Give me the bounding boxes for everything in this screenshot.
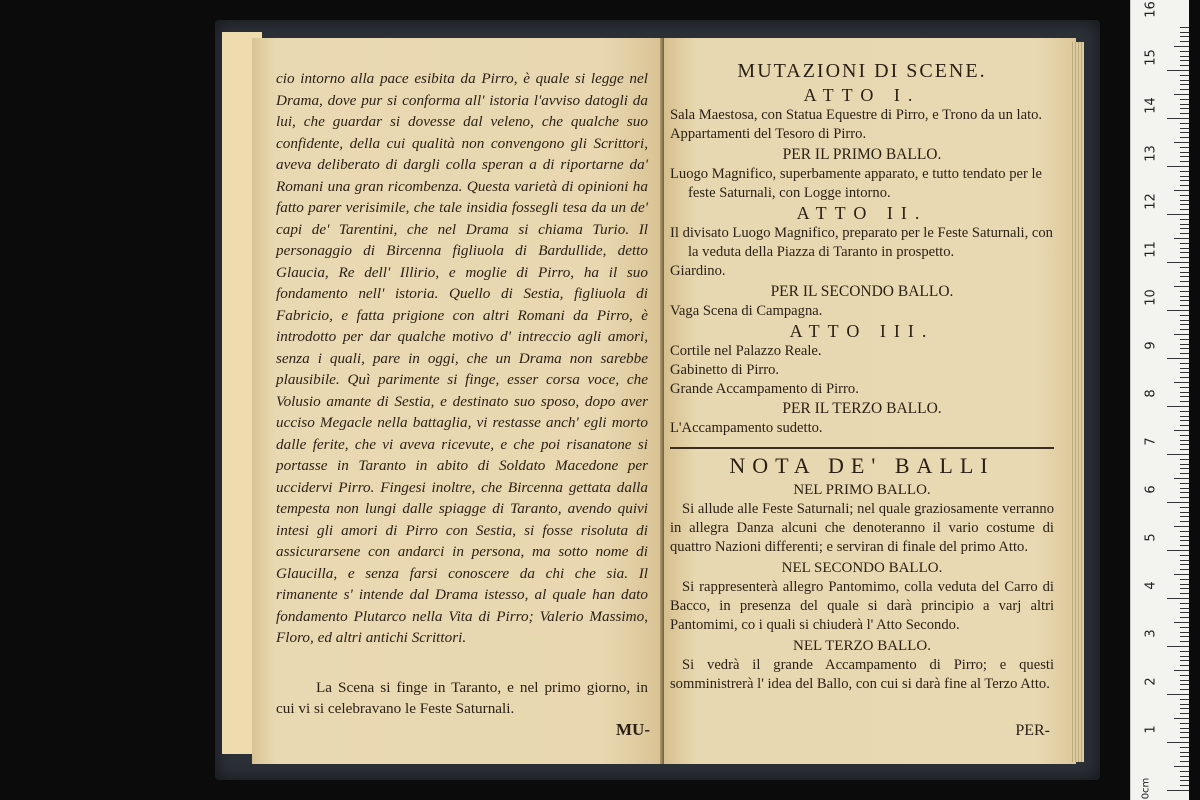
- ruler-label: 16: [1143, 1, 1159, 18]
- ruler-tick: [1180, 656, 1189, 657]
- ruler-tick: [1180, 545, 1189, 546]
- ruler-label: 10: [1143, 289, 1159, 306]
- ruler-tick: [1180, 99, 1189, 100]
- scene-item: Appartamenti del Tesoro di Pirro.: [670, 126, 867, 143]
- ruler-tick: [1180, 713, 1189, 714]
- ruler-label: 5: [1143, 533, 1159, 542]
- ruler-tick: [1180, 588, 1189, 589]
- scene-item: Giardino.: [670, 263, 726, 280]
- ruler-tick: [1174, 142, 1189, 143]
- ruler-tick: [1167, 454, 1189, 455]
- ruler-tick: [1174, 478, 1189, 479]
- ruler-tick: [1180, 473, 1189, 474]
- ruler-tick: [1167, 598, 1189, 599]
- ruler-tick: [1180, 593, 1189, 594]
- ruler-tick: [1180, 776, 1189, 777]
- ruler-tick: [1180, 612, 1189, 613]
- ruler-tick: [1174, 46, 1189, 47]
- scene-item: Sala Maestosa, con Statua Equestre di Pirro, e Trono da un lato.: [670, 107, 1043, 124]
- ruler-tick: [1180, 492, 1189, 493]
- ruler-tick: [1167, 166, 1189, 167]
- ruler-tick: [1174, 718, 1189, 719]
- ruler-tick: [1180, 641, 1189, 642]
- ruler-tick: [1180, 291, 1189, 292]
- ruler-tick: [1180, 257, 1189, 258]
- left-page: [252, 38, 664, 764]
- ruler-tick: [1180, 435, 1189, 436]
- ruler-tick: [1174, 286, 1189, 287]
- ruler-label: 13: [1143, 145, 1159, 162]
- ruler-tick: [1180, 228, 1189, 229]
- left-catchword: MU-: [616, 720, 650, 739]
- ruler-tick: [1167, 70, 1189, 71]
- ballet-heading: PER IL TERZO BALLO.: [782, 400, 942, 418]
- ruler-tick: [1180, 104, 1189, 105]
- ruler-tick: [1174, 94, 1189, 95]
- ruler-tick: [1180, 84, 1189, 85]
- ruler-label: 12: [1143, 193, 1159, 210]
- ruler-tick: [1180, 780, 1189, 781]
- ruler-tick: [1180, 377, 1189, 378]
- ballet-notes-title: NOTA DE' BALLI: [729, 452, 995, 478]
- ruler-tick: [1180, 560, 1189, 561]
- scene-changes-title: MUTAZIONI DI SCENE.: [737, 60, 987, 82]
- ruler-tick: [1180, 281, 1189, 282]
- ruler-tick: [1180, 464, 1189, 465]
- ruler-tick: [1180, 401, 1189, 402]
- ruler-tick: [1180, 80, 1189, 81]
- ruler-tick: [1180, 272, 1189, 273]
- ruler-tick: [1180, 276, 1189, 277]
- ruler-tick: [1180, 176, 1189, 177]
- ruler-tick: [1180, 416, 1189, 417]
- ruler-tick: [1180, 248, 1189, 249]
- ruler-tick: [1180, 171, 1189, 172]
- ruler-tick: [1180, 483, 1189, 484]
- ruler-tick: [1180, 27, 1189, 28]
- right-page-text: [670, 62, 1054, 694]
- ruler-tick: [1167, 790, 1189, 791]
- ruler-tick: [1167, 358, 1189, 359]
- ballet-note-text: Si allude alle Feste Saturnali; nel quale graziosamente verranno in allegra Danza alcuni che denoteranno il vario costume di quattro Nazioni differenti; e serviran di finale del primo Atto.: [670, 500, 1054, 555]
- ruler-tick: [1180, 224, 1189, 225]
- ruler-tick: [1167, 550, 1189, 551]
- ruler-tick: [1180, 209, 1189, 210]
- ruler-tick: [1180, 387, 1189, 388]
- ruler-tick: [1180, 752, 1189, 753]
- ruler-tick: [1180, 660, 1189, 661]
- ruler-tick: [1180, 267, 1189, 268]
- ruler-label: 11: [1143, 241, 1159, 258]
- ruler-tick: [1180, 368, 1189, 369]
- ruler-tick: [1167, 310, 1189, 311]
- ruler-tick: [1180, 344, 1189, 345]
- ruler-tick: [1180, 420, 1189, 421]
- ruler-tick: [1180, 459, 1189, 460]
- ruler-tick: [1180, 444, 1189, 445]
- ruler-tick: [1180, 699, 1189, 700]
- ruler-tick: [1167, 646, 1189, 647]
- ruler-tick: [1180, 89, 1189, 90]
- scene-item: Vaga Scena di Campagna.: [670, 302, 823, 319]
- ruler-tick: [1180, 521, 1189, 522]
- ruler-tick: [1180, 56, 1189, 57]
- ruler-tick: [1180, 536, 1189, 537]
- ruler-tick: [1180, 315, 1189, 316]
- ruler-tick: [1180, 771, 1189, 772]
- scene-item: Luogo Magnifico, superbamente apparato, e tutto tendato per le feste Saturnali, con Logge intorno.: [670, 165, 1043, 201]
- ruler-tick: [1167, 406, 1189, 407]
- ruler-tick: [1180, 531, 1189, 532]
- page-edges: [1070, 42, 1084, 762]
- ruler-tick: [1180, 540, 1189, 541]
- scene-item: Cortile nel Palazzo Reale.: [670, 342, 822, 359]
- ruler-label: 1: [1143, 725, 1159, 734]
- ruler-tick: [1180, 584, 1189, 585]
- ruler-tick: [1180, 425, 1189, 426]
- ruler-tick: [1180, 507, 1189, 508]
- ruler-tick: [1180, 396, 1189, 397]
- scene-item: Gabinetto di Pirro.: [670, 362, 780, 379]
- ruler-tick: [1180, 296, 1189, 297]
- ruler-tick: [1180, 156, 1189, 157]
- ruler-tick: [1180, 252, 1189, 253]
- ruler-tick: [1180, 651, 1189, 652]
- ruler-tick: [1180, 756, 1189, 757]
- scene-item: L'Accampamento sudetto.: [670, 420, 823, 437]
- ruler-label: 3: [1143, 629, 1159, 638]
- ruler-tick: [1180, 449, 1189, 450]
- ruler-tick: [1180, 468, 1189, 469]
- ruler-tick: [1180, 65, 1189, 66]
- ruler-label: 15: [1143, 49, 1159, 66]
- ruler-tick: [1180, 348, 1189, 349]
- ruler-tick: [1180, 36, 1189, 37]
- ruler-tick: [1180, 300, 1189, 301]
- ruler-tick: [1180, 680, 1189, 681]
- ruler-label: 8: [1143, 389, 1159, 398]
- ruler-label: 2: [1143, 677, 1159, 686]
- ruler-unit: 0cm: [1140, 777, 1152, 800]
- ruler-tick: [1167, 742, 1189, 743]
- ruler-tick: [1174, 334, 1189, 335]
- ruler-label: 14: [1143, 97, 1159, 114]
- measurement-ruler: [1130, 0, 1189, 800]
- ruler-label: 7: [1143, 437, 1159, 446]
- ruler-tick: [1180, 747, 1189, 748]
- ruler-tick: [1180, 353, 1189, 354]
- scene-item: Grande Accampamento di Pirro.: [670, 381, 859, 398]
- ruler-tick: [1180, 411, 1189, 412]
- ruler-tick: [1180, 603, 1189, 604]
- ballet-note-heading: NEL TERZO BALLO.: [793, 637, 931, 654]
- ruler-tick: [1180, 723, 1189, 724]
- ruler-label: 9: [1143, 341, 1159, 350]
- ruler-tick: [1180, 579, 1189, 580]
- ruler-tick: [1180, 761, 1189, 762]
- ruler-tick: [1180, 147, 1189, 148]
- ballet-note-heading: NEL PRIMO BALLO.: [793, 481, 931, 498]
- ballet-note-heading: NEL SECONDO BALLO.: [781, 559, 943, 576]
- left-page-text: [276, 68, 648, 720]
- ruler-tick: [1180, 632, 1189, 633]
- right-page: [664, 38, 1076, 764]
- ruler-tick: [1167, 118, 1189, 119]
- ruler-tick: [1180, 555, 1189, 556]
- ruler-tick: [1180, 161, 1189, 162]
- ruler-tick: [1180, 675, 1189, 676]
- ruler-label: 6: [1143, 485, 1159, 494]
- ruler-tick: [1180, 665, 1189, 666]
- ruler-tick: [1180, 569, 1189, 570]
- ruler-tick: [1180, 329, 1189, 330]
- ruler-tick: [1174, 526, 1189, 527]
- ruler-tick: [1180, 123, 1189, 124]
- ruler-tick: [1174, 190, 1189, 191]
- ruler-tick: [1180, 137, 1189, 138]
- ruler-tick: [1167, 694, 1189, 695]
- act-heading: ATTO III.: [789, 320, 935, 341]
- ruler-tick: [1180, 195, 1189, 196]
- ruler-tick: [1180, 785, 1189, 786]
- ruler-tick: [1180, 75, 1189, 76]
- ruler-tick: [1174, 238, 1189, 239]
- ruler-tick: [1180, 516, 1189, 517]
- ruler-tick: [1180, 392, 1189, 393]
- ruler-tick: [1180, 305, 1189, 306]
- left-page-body: cio intorno alla pace esibita da Pirro, è quale si legge nel Drama, dove pur si conforma all' istoria l'avviso datogli da lui, che guardar si dovesse dal veleno, che qualche suo confidente, della cui qualità non convengono gli Scrittori, aveva deliberato di dargli colla speran a di riportarne da' Romani una gran ricombenza. Questa varietà di opinioni ha fatto parer verisimile, che tale insidia fossegli tesa da un de' capi de' Tarentini, che nel Drama si chiama Turio. Il personaggio di Bircenna figliuola di Bardullide, detto Glaucia, Re dell' Illirio, e moglie di Pirro, ha il suo fondamento nell' istoria. Quello di Sestia, figliuola di Fabricio, e fatta prigione con altri Romani da Pirro, è introdotto per dar qualche motivo d' intreccio agli amori, senza i quali, pare in oggi, che un Drama non sarebbe plausibile. Quì parimente si finge, esser corsa voce, che Volusio amante di Sestia, e destinato suo sposo, dopo aver ucciso Megacle nella battaglia, vi restasse anch' egli morto dalle ferite, che vi aveva ricevute, e che poi risanatone si portasse in Taranto in abito di Soldato Macedone per uccidervi Pirro. Fingesi inoltre, che Bircenna gettata dalla tempesta non lungi dalle spiagge di Taranto, avendo quivi intesi gli amori di Pirro con Sestia, si fosse risoluta di assicurarsene con andarci in persona, ma sotto nome di Glaucilla, e senza farsi conoscere da chi che sia. Il rimanente s' intende dal Drama istesso, al quale han dato fondamento Plutarco nella Vita di Pirro; Valerio Massimo, Floro, ed altri antichi Scrittori.: [276, 70, 648, 646]
- ruler-tick: [1180, 128, 1189, 129]
- ruler-tick: [1180, 41, 1189, 42]
- ruler-tick: [1180, 324, 1189, 325]
- ruler-tick: [1180, 200, 1189, 201]
- ruler-tick: [1167, 262, 1189, 263]
- ruler-tick: [1180, 440, 1189, 441]
- ruler-tick: [1180, 497, 1189, 498]
- ruler-tick: [1180, 704, 1189, 705]
- ruler-tick: [1180, 689, 1189, 690]
- ruler-tick: [1180, 617, 1189, 618]
- ruler-tick: [1180, 363, 1189, 364]
- ruler-tick: [1180, 564, 1189, 565]
- ruler-tick: [1180, 608, 1189, 609]
- ruler-tick: [1180, 204, 1189, 205]
- ballet-note-text: Si rappresenterà allegro Pantomimo, colla veduta del Carro di Bacco, in presenza del quale si darà principio a varj altri Pantomimi, co i quali si chiuderà l' Atto Secondo.: [670, 578, 1054, 633]
- ruler-tick: [1180, 372, 1189, 373]
- ruler-tick: [1174, 574, 1189, 575]
- ruler-tick: [1167, 502, 1189, 503]
- ruler-tick: [1180, 51, 1189, 52]
- ruler-tick: [1180, 180, 1189, 181]
- ruler-tick: [1174, 430, 1189, 431]
- ruler-tick: [1174, 670, 1189, 671]
- ballet-heading: PER IL PRIMO BALLO.: [782, 145, 942, 163]
- ruler-tick: [1180, 233, 1189, 234]
- ballet-heading: PER IL SECONDO BALLO.: [770, 282, 954, 300]
- ruler-tick: [1180, 219, 1189, 220]
- ruler-tick: [1174, 382, 1189, 383]
- ruler-tick: [1180, 512, 1189, 513]
- act-heading: ATTO II.: [796, 203, 928, 224]
- ruler-tick: [1174, 766, 1189, 767]
- ruler-tick: [1180, 185, 1189, 186]
- ruler-label: 4: [1143, 581, 1159, 590]
- ruler-tick: [1180, 732, 1189, 733]
- right-catchword: PER-: [1015, 722, 1050, 739]
- scene-item: Il divisato Luogo Magnifico, preparato per le Feste Saturnali, con la veduta della Piazza di Taranto in prospetto.: [670, 225, 1053, 261]
- ruler-tick: [1180, 488, 1189, 489]
- ruler-tick: [1180, 684, 1189, 685]
- ruler-tick: [1174, 622, 1189, 623]
- ballet-note-text: Si vedrà il grande Accampamento di Pirro; e questi somministrerà l' idea del Ballo, con cui si darà fine al Terzo Atto.: [670, 656, 1054, 692]
- section-divider: [670, 447, 1054, 449]
- scene-setting-paragraph: La Scena si finge in Taranto, e nel primo giorno, in cui vi si celebravano le Feste Saturnali.: [276, 678, 648, 717]
- ruler-tick: [1180, 113, 1189, 114]
- ruler-tick: [1180, 32, 1189, 33]
- ruler-tick: [1180, 636, 1189, 637]
- ruler-tick: [1180, 243, 1189, 244]
- ruler-tick: [1180, 60, 1189, 61]
- ruler-tick: [1180, 737, 1189, 738]
- ruler-tick: [1167, 214, 1189, 215]
- ruler-tick: [1180, 152, 1189, 153]
- ruler-tick: [1180, 320, 1189, 321]
- ruler-tick: [1180, 728, 1189, 729]
- ruler-tick: [1180, 132, 1189, 133]
- ruler-tick: [1180, 627, 1189, 628]
- act-heading: ATTO I.: [803, 85, 921, 106]
- ruler-tick: [1180, 708, 1189, 709]
- ruler-tick: [1180, 108, 1189, 109]
- ruler-tick: [1180, 339, 1189, 340]
